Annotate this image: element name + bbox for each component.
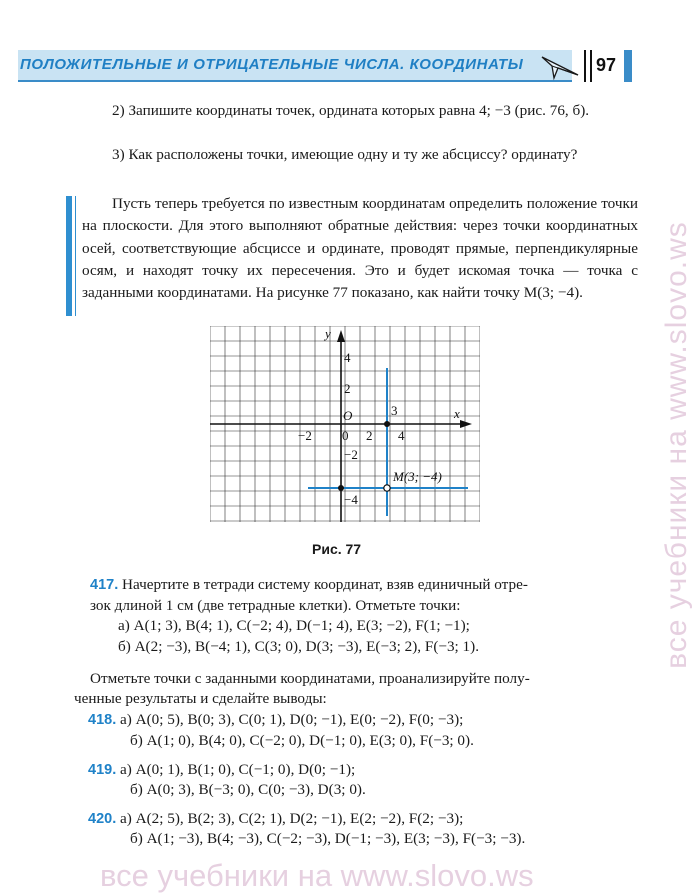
x-axis-label: x: [454, 406, 460, 421]
instructions-line2: ченные результаты и сделайте выводы:: [74, 690, 327, 707]
header-end-bar: [624, 50, 632, 82]
exercise-number-417: 417.: [90, 577, 119, 593]
theory-marker-line: [75, 196, 76, 316]
bottom-watermark: все учебники на www.slovo.ws: [100, 858, 534, 893]
exercise-419-part-b: б) A(0; 3), B(−3; 0), C(0; −3), D(3; 0).: [130, 781, 366, 798]
point-m-label: M(3; −4): [393, 469, 442, 484]
exercise-417-line1: 417. Начертите в тетради систему координат, взяв единичный отре-: [90, 576, 528, 593]
exercise-417-part-a: а) A(1; 3), B(4; 1), C(−2; 4), D(−1; 4), E(3; −2), F(1; −1);: [118, 617, 470, 634]
side-watermark: все учебники на www.slovo.ws: [660, 221, 693, 669]
x-axis-point-3: [384, 421, 390, 427]
tick-label-y4: 4: [344, 350, 351, 365]
question-3: 3) Как расположены точки, имеющие одну и ту же абсциссу? ординату?: [112, 146, 578, 163]
theory-paragraph: Пусть теперь требуется по известным координатам определить положение точки на плоскости. Для этого выполняют обратные действия: через точки координатных осей, соответствующие абсциссе и ординате, проводят прямые, перпендикулярные осям, и находят точку их пересечения. Это и будет искомая точка — точка с заданными координатами. На рисунке 77 показано, как найти точку M(3; −4).: [82, 195, 638, 302]
exercise-number-418: 418.: [88, 712, 117, 728]
tick-label-x4: 4: [398, 428, 405, 443]
instructions-line1: Отметьте точки с заданными координатами, проанализируйте полу-: [90, 670, 530, 687]
tick-label-x0: 0: [342, 428, 349, 443]
paper-plane-icon: [540, 51, 580, 81]
exercise-418-part-a: 418. а) A(0; 5), B(0; 3), C(0; 1), D(0; −1), E(0; −2), F(0; −3);: [88, 711, 464, 728]
y-axis-point-minus-4: [338, 485, 344, 491]
figure-caption: Рис. 77: [312, 541, 362, 557]
exercise-number-420: 420.: [88, 811, 117, 827]
y-axis-arrow: [337, 330, 345, 342]
page-number: 97: [596, 55, 617, 75]
tick-label-ym4: −4: [344, 492, 358, 507]
running-header-title: ПОЛОЖИТЕЛЬНЫЕ И ОТРИЦАТЕЛЬНЫЕ ЧИСЛА. КООРДИНАТЫ: [20, 56, 524, 73]
point-m: [384, 485, 390, 491]
tick-label-y2: 2: [344, 381, 351, 396]
header-separator: [584, 50, 592, 82]
y-axis-label: y: [325, 326, 331, 341]
x-axis-arrow: [460, 420, 472, 428]
tick-label-ym2: −2: [344, 447, 358, 462]
exercise-number-419: 419.: [88, 762, 117, 778]
exercise-418-part-b: б) A(1; 0), B(4; 0), C(−2; 0), D(−1; 0), E(3; 0), F(−3; 0).: [130, 732, 474, 749]
theory-marker-bar: [66, 196, 72, 316]
tick-label-xm2: −2: [298, 428, 312, 443]
exercise-417-part-b: б) A(2; −3), B(−4; 1), C(3; 0), D(3; −3), E(−3; 2), F(−3; 1).: [118, 638, 480, 655]
exercise-417-line2: зок длиной 1 см (две тетрадные клетки). Отметьте точки:: [90, 597, 461, 614]
question-2: 2) Запишите координаты точек, ордината которых равна 4; −3 (рис. 76, б).: [112, 102, 590, 119]
origin-label: O: [343, 408, 353, 423]
abscissa-label-3: 3: [391, 403, 398, 418]
tick-label-x2: 2: [366, 428, 373, 443]
exercise-420-part-b: б) A(1; −3), B(4; −3), C(−2; −3), D(−1; −3), E(3; −3), F(−3; −3).: [130, 830, 526, 847]
exercise-419-part-a: 419. а) A(0; 1), B(1; 0), C(−1; 0), D(0; −1);: [88, 761, 356, 778]
exercise-420-part-a: 420. а) A(2; 5), B(2; 3), C(2; 1), D(2; −1), E(2; −2), F(2; −3);: [88, 810, 464, 827]
coordinate-plane-figure: [210, 326, 480, 522]
